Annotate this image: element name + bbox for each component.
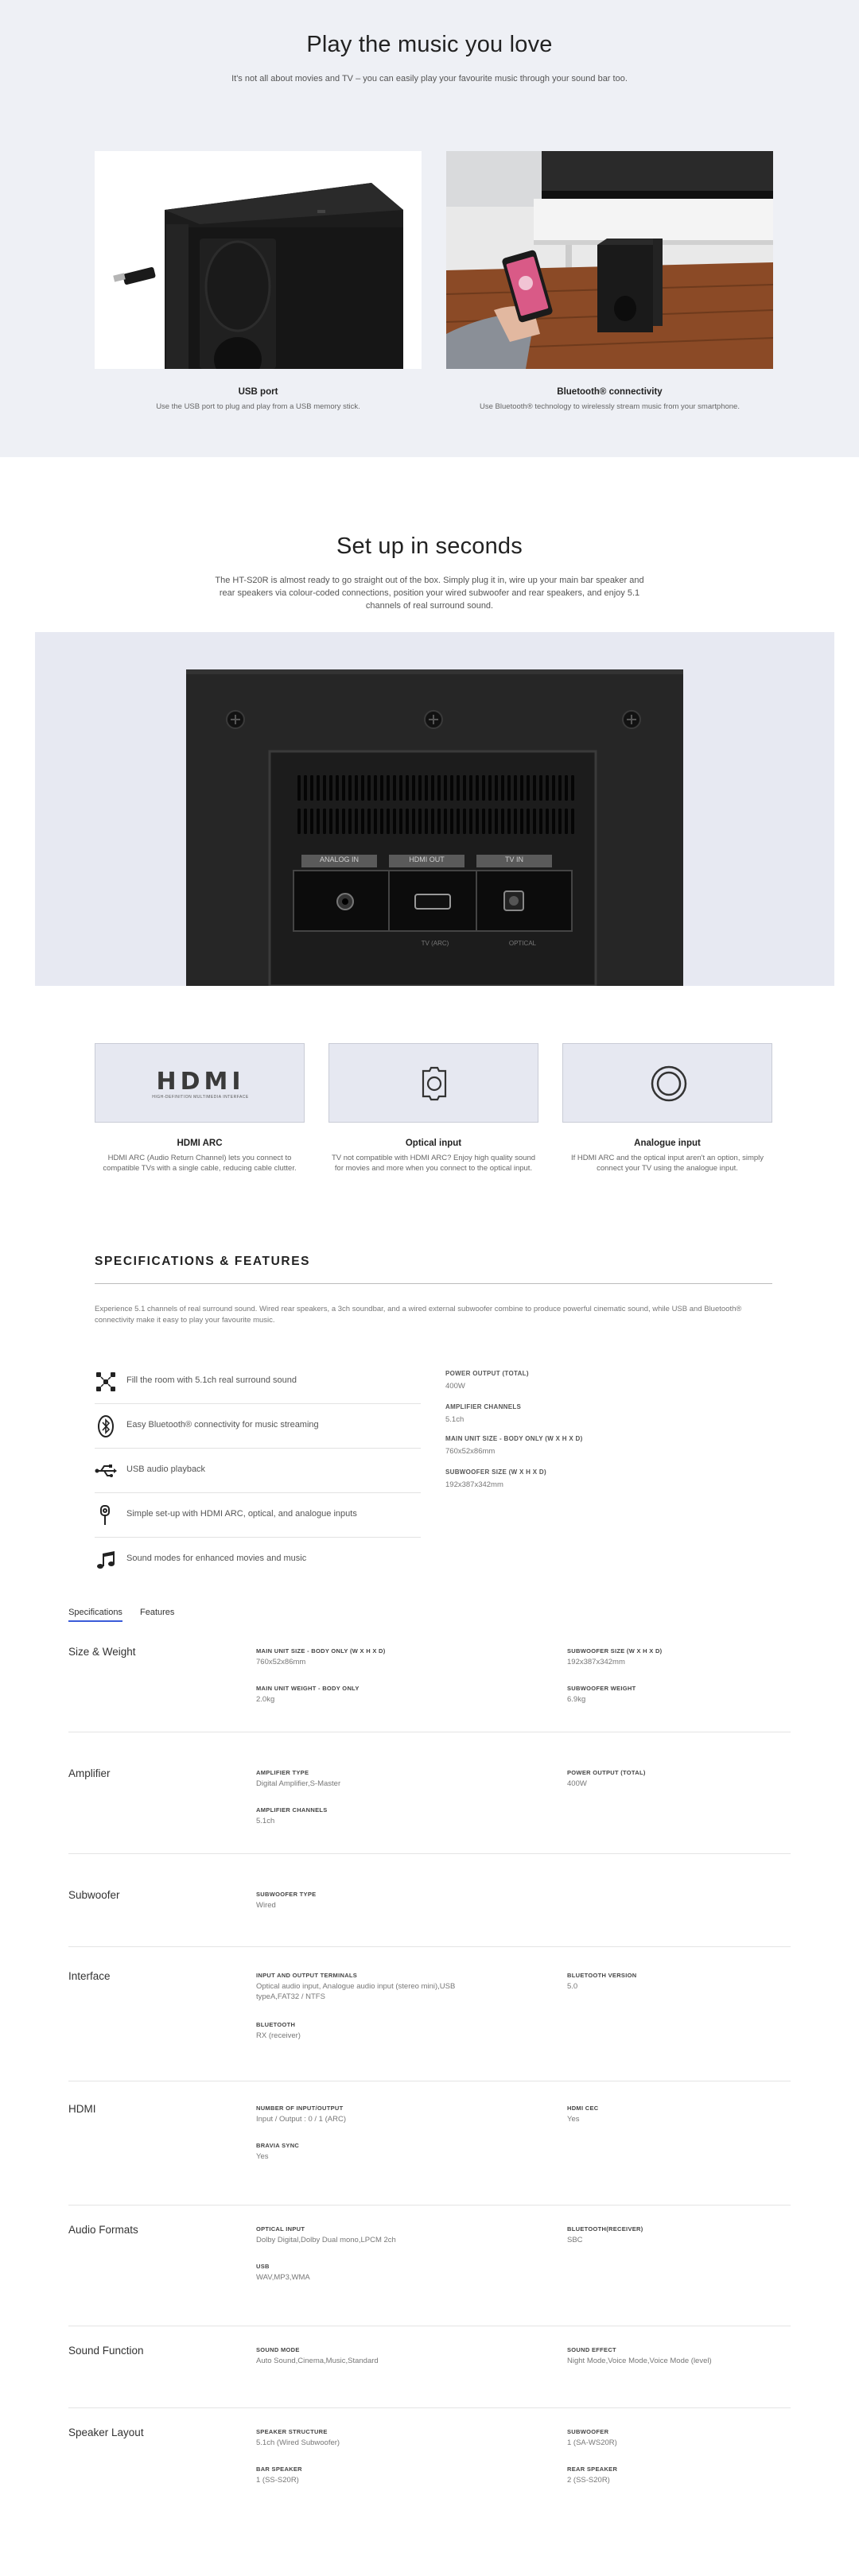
spec-label: BLUETOOTH VERSION <box>567 1972 637 1979</box>
vent-slot <box>469 809 472 834</box>
spec-value: 400W <box>567 1779 587 1788</box>
usb-port-text: Use the USB port to plug and play from a USB memory stick. <box>156 402 360 411</box>
spec-value: 1 (SS-S20R) <box>256 2476 299 2485</box>
surround-icon <box>95 1371 117 1393</box>
quick-spec-label: POWER OUTPUT (TOTAL) <box>445 1370 529 1377</box>
feature-text: Fill the room with 5.1ch real surround sound <box>126 1375 297 1385</box>
tab-specifications[interactable]: Specifications <box>68 1608 122 1617</box>
analogue-title: Analogue input <box>634 1139 701 1148</box>
optical-card <box>328 1043 538 1123</box>
spec-value: WAV,MP3,WMA <box>256 2273 310 2282</box>
music-subtitle: It's not all about movies and TV – you can easily play your favourite music through your sound bar too. <box>231 74 628 83</box>
spec-label: SOUND EFFECT <box>567 2346 616 2353</box>
optical-title: Optical input <box>405 1139 462 1148</box>
bluetooth-icon <box>95 1415 117 1437</box>
spec-label: SUBWOOFER WEIGHT <box>567 1685 636 1692</box>
quick-spec-label: MAIN UNIT SIZE - BODY ONLY (W X H X D) <box>445 1435 583 1442</box>
vent-slot <box>552 809 555 834</box>
vent-slot <box>482 809 485 834</box>
spec-label: HDMI CEC <box>567 2105 599 2112</box>
bluetooth-title: Bluetooth® connectivity <box>557 387 663 397</box>
spec-value: 1 (SA-WS20R) <box>567 2438 617 2447</box>
vent-slot <box>393 775 396 801</box>
spec-divider <box>68 1946 791 1947</box>
vent-slot <box>412 775 415 801</box>
spec-value: 5.0 <box>567 1982 578 1991</box>
spec-label: NUMBER OF INPUT/OUTPUT <box>256 2105 344 2112</box>
hdmi-logo-sub: HIGH-DEFINITION MULTIMEDIA INTERFACE <box>152 1095 249 1100</box>
vent-slot <box>514 775 517 801</box>
spec-value: Input / Output : 0 / 1 (ARC) <box>256 2115 346 2124</box>
vent-slot <box>418 775 422 801</box>
vent-slot <box>539 809 542 834</box>
feature-item <box>95 1360 421 1404</box>
vent-slot <box>539 775 542 801</box>
spec-label: SUBWOOFER SIZE (W X H X D) <box>567 1647 663 1655</box>
vent-slot <box>317 775 320 801</box>
vent-slot <box>297 809 301 834</box>
setup-title: Set up in seconds <box>336 533 523 559</box>
vent-slot <box>406 775 409 801</box>
quick-spec-value: 760x52x86mm <box>445 1447 496 1456</box>
spec-label: REAR SPEAKER <box>567 2465 618 2473</box>
spec-category: HDMI <box>68 2103 96 2115</box>
spec-divider <box>68 2407 791 2408</box>
vent-slot <box>495 809 498 834</box>
quick-spec-label: AMPLIFIER CHANNELS <box>445 1403 522 1410</box>
spec-value: SBC <box>567 2236 583 2244</box>
hdmi-arc-text: HDMI ARC (Audio Return Channel) lets you connect to compatible TVs with a single cable, reducing cable clutter. <box>103 1154 297 1173</box>
vent-slot <box>348 809 352 834</box>
spec-value: Dolby Digital,Dolby Dual mono,LPCM 2ch <box>256 2236 396 2244</box>
spec-label: BRAVIA SYNC <box>256 2142 300 2149</box>
quick-spec-value: 5.1ch <box>445 1415 464 1424</box>
spec-category: Amplifier <box>68 1767 111 1779</box>
feature-item <box>95 1449 421 1493</box>
feature-item <box>95 1538 421 1582</box>
bluetooth-text: Use Bluetooth® technology to wirelessly stream music from your smartphone. <box>480 402 740 411</box>
analogue-jack-icon <box>651 1065 687 1102</box>
vent-slot <box>463 809 466 834</box>
vent-slot <box>552 775 555 801</box>
spec-label: MAIN UNIT WEIGHT - BODY ONLY <box>256 1685 360 1692</box>
vent-slot <box>546 809 549 834</box>
vent-slot <box>482 775 485 801</box>
spec-label: SPEAKER STRUCTURE <box>256 2428 328 2435</box>
spec-category: Audio Formats <box>68 2224 138 2236</box>
vent-slot <box>463 775 466 801</box>
vent-slot <box>342 775 345 801</box>
vent-slot <box>387 775 390 801</box>
vent-slot <box>444 775 447 801</box>
feature-item <box>95 1493 421 1538</box>
vent-slot <box>558 775 562 801</box>
specs-divider <box>95 1283 772 1284</box>
vent-slot <box>399 775 402 801</box>
vent-slot <box>533 809 536 834</box>
quick-spec-label: SUBWOOFER SIZE (W X H X D) <box>445 1468 546 1476</box>
port-label-optical: OPTICAL <box>508 940 537 947</box>
vent-slot <box>507 775 511 801</box>
quick-spec-value: 400W <box>445 1382 465 1391</box>
vent-slot <box>361 775 364 801</box>
spec-value: Yes <box>256 2152 269 2161</box>
spec-label: POWER OUTPUT (TOTAL) <box>567 1769 646 1776</box>
vent-slot <box>380 809 383 834</box>
setup-text: The HT-S20R is almost ready to go straight out of the box. Simply plug it in, wire up your main bar speaker and rear speakers via colour-coded connections, position your wired subwoofer and rear speakers, and enjoy 5.1 channels of real surround sound. <box>215 576 644 611</box>
spec-value: 2.0kg <box>256 1695 275 1704</box>
panel-label-tv: TV IN <box>504 855 523 863</box>
spec-category: Subwoofer <box>68 1889 120 1901</box>
feature-item <box>95 1404 421 1449</box>
vent-slot <box>565 775 568 801</box>
spec-label: USB <box>256 2263 270 2270</box>
spec-label: SUBWOOFER TYPE <box>256 1891 317 1898</box>
optical-port-icon <box>418 1066 450 1101</box>
spec-value: 5.1ch (Wired Subwoofer) <box>256 2438 340 2447</box>
analogue-text: If HDMI ARC and the optical input aren't an option, simply connect your TV using the analogue input. <box>570 1154 764 1173</box>
feature-text: Easy Bluetooth® connectivity for music streaming <box>126 1420 319 1430</box>
spec-value: 192x387x342mm <box>567 1658 625 1666</box>
vent-slot <box>393 809 396 834</box>
feature-text: Sound modes for enhanced movies and music <box>126 1554 307 1563</box>
specs-intro: Experience 5.1 channels of real surround sound. Wired rear speakers, a 3ch soundbar, and a wired external subwoofer combine to produce powerful cinematic sound, while USB and Bluetooth® connectivity make it easy to play your favourite music. <box>95 1305 742 1325</box>
active-tab-indicator <box>68 1620 122 1622</box>
spec-divider <box>68 1853 791 1854</box>
vent-slot <box>437 809 441 834</box>
spec-category: Sound Function <box>68 2345 144 2357</box>
spec-value: Yes <box>567 2115 580 2124</box>
spec-value: Wired <box>256 1901 276 1910</box>
music-title: Play the music you love <box>306 32 553 57</box>
vent-slot <box>342 809 345 834</box>
vent-slot <box>367 809 371 834</box>
spec-value: 760x52x86mm <box>256 1658 306 1666</box>
vent-slot <box>431 775 434 801</box>
hdmi-arc-title: HDMI ARC <box>177 1139 223 1148</box>
vent-slot <box>527 809 530 834</box>
vent-slot <box>571 809 574 834</box>
vent-slot <box>546 775 549 801</box>
spec-divider <box>68 2205 791 2206</box>
optical-text: TV not compatible with HDMI ARC? Enjoy high quality sound for movies and more when you connect to the optical input. <box>331 1154 536 1173</box>
vent-slot <box>297 775 301 801</box>
vent-slot <box>520 809 523 834</box>
hdmi-arc-card <box>95 1043 305 1123</box>
vent-slot <box>501 809 504 834</box>
spec-value: 6.9kg <box>567 1695 586 1704</box>
vent-slot <box>336 775 339 801</box>
vent-slot <box>348 775 352 801</box>
spec-label: SUBWOOFER <box>567 2428 609 2435</box>
hdmi-logo: HDMI <box>156 1068 245 1096</box>
usb-port-title: USB port <box>238 387 278 397</box>
vent-slot <box>501 775 504 801</box>
quick-spec-value: 192x387x342mm <box>445 1480 503 1489</box>
panel-label-hdmi: HDMI OUT <box>409 855 445 863</box>
vent-slot <box>425 809 428 834</box>
vent-slot <box>304 775 307 801</box>
connection-icon <box>95 1504 117 1527</box>
specs-title: SPECIFICATIONS & FEATURES <box>95 1255 311 1268</box>
vent-slot <box>355 775 358 801</box>
vent-slot <box>437 775 441 801</box>
vent-slot <box>469 775 472 801</box>
vent-slot <box>329 809 332 834</box>
feature-text: USB audio playback <box>126 1465 206 1474</box>
spec-value: Digital Amplifier,S-Master <box>256 1779 341 1788</box>
vent-slot <box>571 775 574 801</box>
vent-slot <box>431 809 434 834</box>
vent-slot <box>355 809 358 834</box>
spec-label: SOUND MODE <box>256 2346 300 2353</box>
usb-icon <box>95 1460 117 1482</box>
vent-slot <box>323 809 326 834</box>
vent-slot <box>457 775 460 801</box>
spec-value: 5.1ch <box>256 1817 275 1825</box>
vent-slot <box>507 809 511 834</box>
spec-label: AMPLIFIER CHANNELS <box>256 1806 328 1814</box>
vent-slot <box>374 809 377 834</box>
vent-slot <box>406 809 409 834</box>
vent-slot <box>527 775 530 801</box>
spec-label: BLUETOOTH <box>256 2021 296 2028</box>
vent-slot <box>558 809 562 834</box>
vent-slot <box>514 809 517 834</box>
vent-slot <box>310 775 313 801</box>
spec-label: MAIN UNIT SIZE - BODY ONLY (W X H X D) <box>256 1647 386 1655</box>
spec-value: 2 (SS-S20R) <box>567 2476 610 2485</box>
vent-slot <box>488 775 492 801</box>
vent-slot <box>367 775 371 801</box>
usb-port-image <box>95 151 422 369</box>
setup-image <box>35 632 834 986</box>
vent-slot <box>450 809 453 834</box>
spec-label: BAR SPEAKER <box>256 2465 302 2473</box>
vent-slot <box>387 809 390 834</box>
vent-slot <box>399 809 402 834</box>
tab-features[interactable]: Features <box>140 1608 175 1617</box>
vent-slot <box>380 775 383 801</box>
vent-slot <box>444 809 447 834</box>
panel-label-analog: ANALOG IN <box>319 855 359 863</box>
vent-slot <box>520 775 523 801</box>
music-section <box>0 0 859 457</box>
vent-slot <box>565 809 568 834</box>
spec-category: Interface <box>68 1970 111 1982</box>
vent-slot <box>304 809 307 834</box>
vent-slot <box>323 775 326 801</box>
vent-slot <box>374 775 377 801</box>
spec-value: Optical audio input, Analogue audio input (stereo mini),USB typeA,FAT32 / NTFS <box>256 1982 456 2001</box>
vent-slot <box>317 809 320 834</box>
spec-label: AMPLIFIER TYPE <box>256 1769 309 1776</box>
bluetooth-image <box>446 151 773 369</box>
spec-value: Auto Sound,Cinema,Music,Standard <box>256 2357 379 2365</box>
vent-slot <box>533 775 536 801</box>
vent-slot <box>310 809 313 834</box>
music-note-icon <box>95 1549 117 1571</box>
spec-category: Size & Weight <box>68 1646 136 1658</box>
vent-slot <box>450 775 453 801</box>
vent-slot <box>495 775 498 801</box>
analogue-card <box>562 1043 772 1123</box>
vent-slot <box>425 775 428 801</box>
port-label-arc: TV (ARC) <box>421 940 449 947</box>
feature-text: Simple set-up with HDMI ARC, optical, and analogue inputs <box>126 1509 357 1519</box>
spec-label: BLUETOOTH(RECEIVER) <box>567 2225 643 2233</box>
vent-slot <box>418 809 422 834</box>
vent-slot <box>412 809 415 834</box>
spec-category: Speaker Layout <box>68 2427 144 2438</box>
spec-value: RX (receiver) <box>256 2031 301 2040</box>
vent-slot <box>488 809 492 834</box>
spec-label: OPTICAL INPUT <box>256 2225 305 2233</box>
vent-slot <box>476 809 479 834</box>
vent-slot <box>361 809 364 834</box>
vent-slot <box>476 775 479 801</box>
spec-label: INPUT AND OUTPUT TERMINALS <box>256 1972 358 1979</box>
vent-slot <box>329 775 332 801</box>
vent-slot <box>457 809 460 834</box>
vent-slot <box>336 809 339 834</box>
spec-value: Night Mode,Voice Mode,Voice Mode (level) <box>567 2357 712 2365</box>
